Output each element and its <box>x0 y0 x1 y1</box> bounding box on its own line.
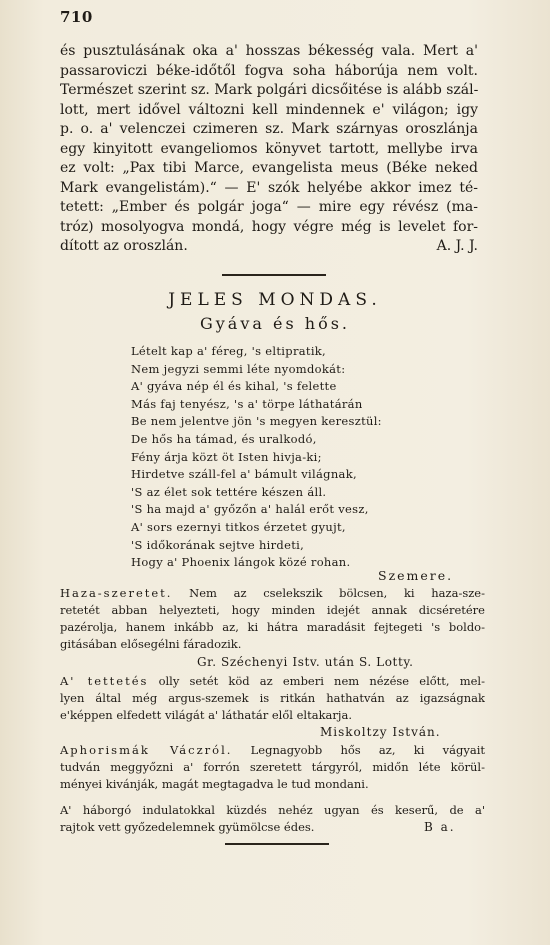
section-heading: JELES MONDAS. <box>168 290 382 310</box>
poem-line: 'S időkorának sejtve hirdeti, <box>131 537 305 552</box>
text-line: rajtok vett győzedelemnek gyümölcse édes. <box>60 820 315 834</box>
poem-line: 'S ha majd a' győzőn a' halál erőt vesz, <box>131 502 369 517</box>
haza-paragraph <box>60 585 485 653</box>
text-line: lott, mert idővel változni kell mindennek e' világon; igy <box>60 101 478 118</box>
divider-rule <box>225 843 329 845</box>
divider-rule <box>222 274 326 276</box>
poem-author: Szemere. <box>378 568 454 583</box>
text-line: és pusztulásának oka a' hosszas békesség vala. Mert a' <box>60 43 478 59</box>
text-line: p. o. a' velenczei czimeren sz. Mark szárnyas oroszlánja <box>60 121 478 137</box>
poem <box>131 343 382 572</box>
entry-title: Aphorismák Váczról. <box>60 743 233 757</box>
tettetes-author: Miskoltzy István. <box>320 725 441 739</box>
article-signature: A. J. J. <box>436 238 478 254</box>
haborgo-paragraph <box>60 802 485 836</box>
text-line: ez volt: „Pax tibi Marce, evangelista meus (Béke neked <box>60 160 478 176</box>
page-number: 710 <box>60 8 93 26</box>
poem-line: Lételt kap a' féreg, 's eltipratik, <box>131 344 327 358</box>
poem-line: De hős ha támad, és uralkodó, <box>131 431 317 446</box>
text-line: olly setét köd az emberi nem nézése előtt, mel- <box>148 674 485 688</box>
poem-line: Más faj tenyész, 's a' törpe láthatárán <box>131 396 363 411</box>
poem-line: Fény árja közt öt Isten hivja-ki; <box>131 449 322 464</box>
text-line-last <box>60 237 478 257</box>
text-line: egy kinyitott evangeliomos könyvet tartott, mellybe irva <box>60 140 478 157</box>
text-line: retetét abban helyezteti, hogy minden idejét annak dicséretére <box>60 603 485 617</box>
text-line <box>60 742 485 759</box>
aphorismak-paragraph <box>60 742 485 793</box>
text-line: A' háborgó indulatokkal küzdés nehéz ugyan és keserű, de a' <box>60 803 485 817</box>
poem-line: Be nem jelentve jön 's megyen keresztül: <box>131 414 382 429</box>
text-line: Legnagyobb hős az, ki vágyait <box>232 743 485 757</box>
tettetes-paragraph <box>60 673 485 724</box>
entry-title: Haza-szeretet. <box>60 586 173 600</box>
article-paragraph <box>60 42 478 257</box>
text-line: Természet szerint sz. Mark polgári dicsőitése is alább szál- <box>60 82 478 98</box>
haborgo-author: B a. <box>424 820 456 834</box>
text-line: tudván meggyőzni a' forrón szeretett tárgyról, midőn léte körül- <box>60 760 485 774</box>
poem-line: Hogy a' Phoenix lángok közé rohan. <box>131 555 351 570</box>
poem-line: Nem jegyzi semmi léte nyomdokát: <box>131 361 346 376</box>
text-line: dított az oroszlán. <box>60 238 188 254</box>
text-line: pazérolja, hanem inkább az, ki hátra maradásit fejtegeti 's boldo- <box>60 620 485 634</box>
text-line <box>60 673 485 690</box>
text-line: Nem az cselekszik bölcsen, ki haza-sze- <box>172 586 485 600</box>
haza-author: Gr. Széchenyi Istv. után S. Lotty. <box>197 655 414 669</box>
text-line: ményei kivánják, magát megtagadva le tud mondani. <box>60 777 369 791</box>
poem-line: A' gyáva nép él és kihal, 's felette <box>131 379 337 394</box>
text-line: gitásában elősegélni fáradozik. <box>60 637 242 651</box>
poem-title: Gyáva és hős. <box>199 314 351 333</box>
poem-line: A' sors ezernyi titkos érzetet gyujt, <box>131 519 346 534</box>
text-line: Mark evangelistám).“ — E' szók helyébe akkor imez té- <box>60 179 478 196</box>
text-line: e'képpen elfedett világát a' láthatár elől eltakarja. <box>60 708 352 722</box>
text-line: tróz) mosolyogva mondá, hogy végre még is levelet for- <box>60 218 478 235</box>
entry-title: A' tettetés <box>60 674 149 688</box>
text-line: tetett: „Ember és polgár joga“ — mire egy révész (ma- <box>60 199 478 215</box>
text-line: lyen által még argus-szemek is ritkán hathatván az igazságnak <box>60 691 485 705</box>
text-line <box>60 585 485 602</box>
poem-line: 'S az élet sok tettére készen áll. <box>131 484 327 499</box>
text-line: passaroviczi béke-időtől fogva soha háborúja nem volt. <box>60 62 478 79</box>
poem-line: Hirdetve száll-fel a' bámult világnak, <box>131 467 357 482</box>
